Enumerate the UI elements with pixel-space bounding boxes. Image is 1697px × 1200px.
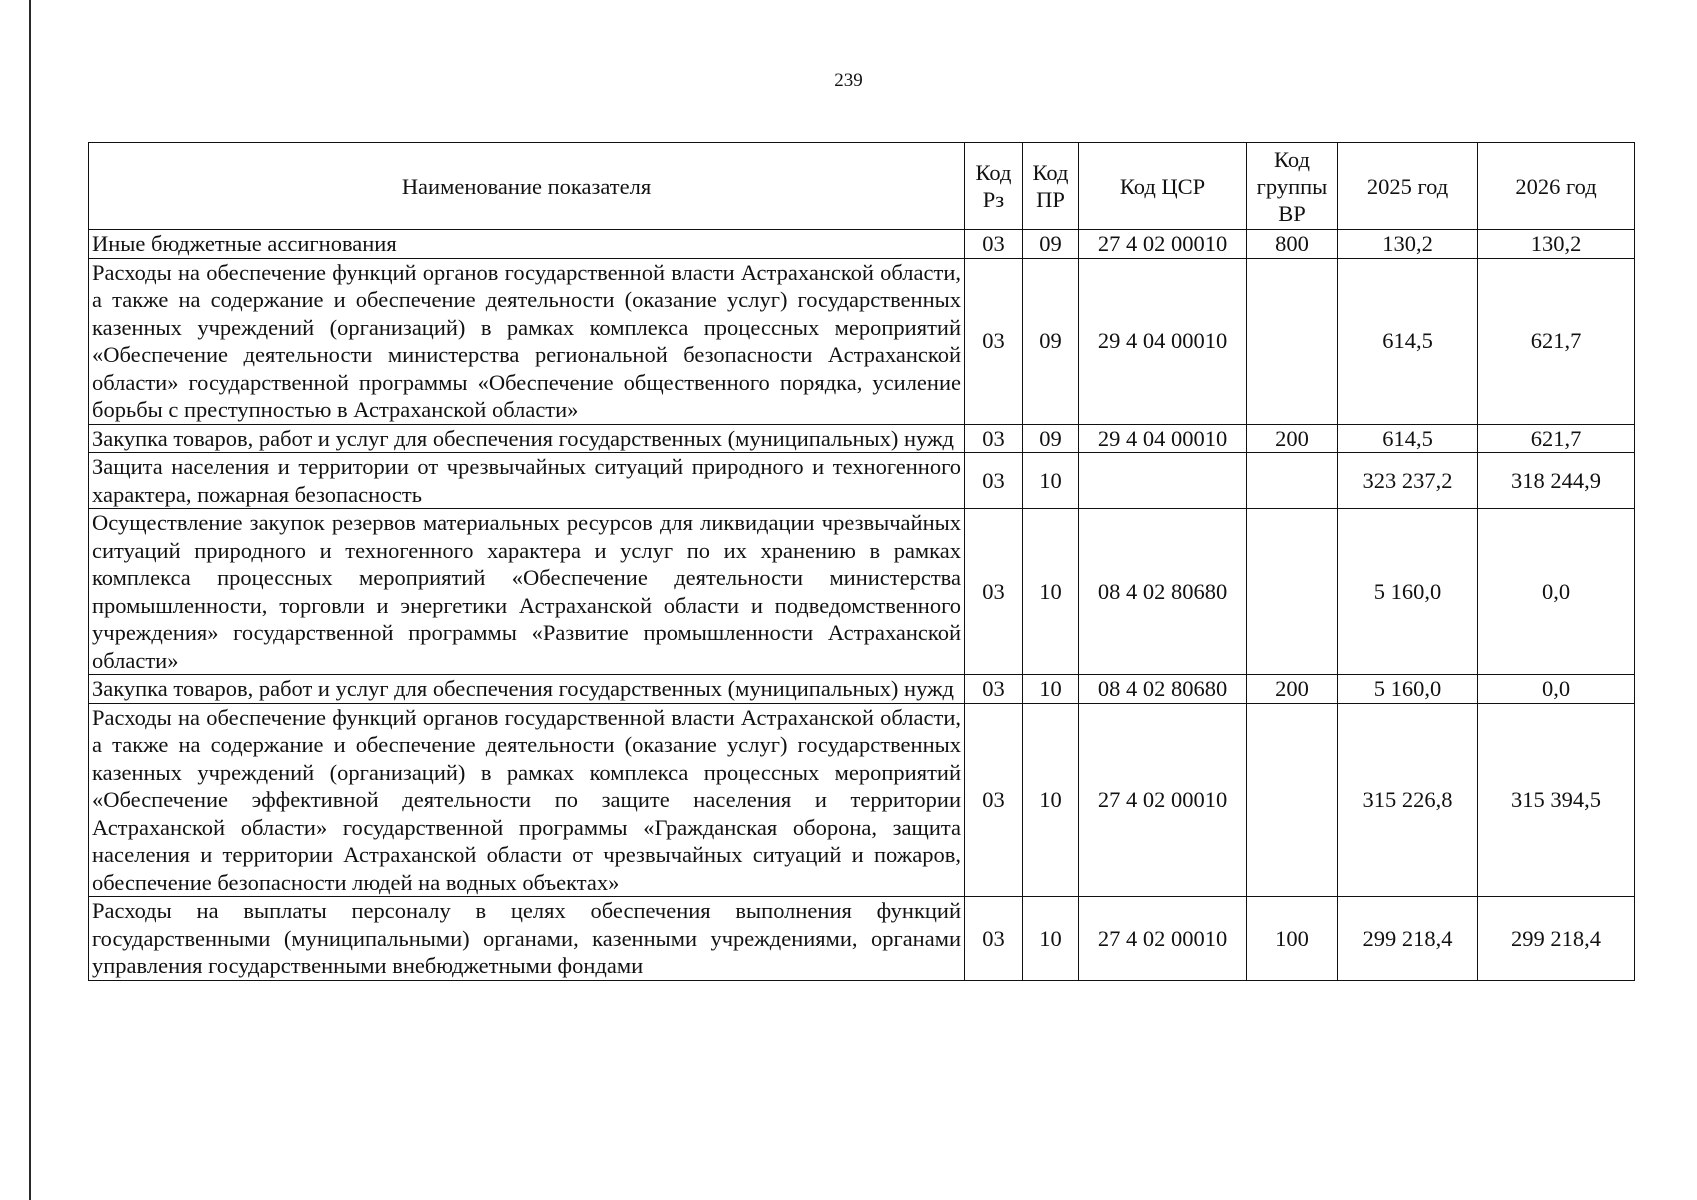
table-row bbox=[89, 453, 1635, 509]
row-name: Осуществление закупок резервов материальных ресурсов для ликвидации чрезвычайных ситуаций природного и техногенного характера и услуг по их хранению в рамках комплекса процессных мероприятий «Обеспечение деятельности министерства промышленности, торговли и энергетики Астраханской области и подведомственного учреждения» государственной программы «Развитие промышленности Астраханской области» bbox=[89, 509, 965, 675]
page-number: 239 bbox=[834, 70, 863, 91]
row-rz: 03 bbox=[965, 453, 1023, 509]
row-vr: 200 bbox=[1247, 424, 1338, 453]
table-row bbox=[89, 675, 1635, 704]
row-pr: 09 bbox=[1023, 258, 1079, 424]
row-rz: 03 bbox=[965, 258, 1023, 424]
header-csr: Код ЦСР bbox=[1079, 143, 1247, 230]
row-vr: 800 bbox=[1247, 230, 1338, 259]
row-name: Закупка товаров, работ и услуг для обеспечения государственных (муниципальных) нужд bbox=[89, 675, 965, 704]
row-2025: 614,5 bbox=[1338, 424, 1478, 453]
row-2026: 621,7 bbox=[1478, 424, 1635, 453]
header-rz: Код Рз bbox=[965, 143, 1023, 230]
row-csr: 27 4 02 00010 bbox=[1079, 230, 1247, 259]
header-vr: Код группы ВР bbox=[1247, 143, 1338, 230]
header-name: Наименование показателя bbox=[89, 143, 965, 230]
row-2025: 5 160,0 bbox=[1338, 509, 1478, 675]
row-rz: 03 bbox=[965, 703, 1023, 897]
row-name: Расходы на обеспечение функций органов государственной власти Астраханской области, а также на содержание и обеспечение деятельности (оказание услуг) государственных казенных учреждений (организаций) в рамках комплекса процессных мероприятий «Обеспечение эффективной деятельности по защите населения и территории Астраханской области» государственной программы «Гражданская оборона, защита населения и территории Астраханской области от чрезвычайных ситуаций и пожаров, обеспечение безопасности людей на водных объектах» bbox=[89, 703, 965, 897]
table-row bbox=[89, 509, 1635, 675]
table-row bbox=[89, 258, 1635, 424]
row-2025: 315 226,8 bbox=[1338, 703, 1478, 897]
row-name: Закупка товаров, работ и услуг для обеспечения государственных (муниципальных) нужд bbox=[89, 424, 965, 453]
row-csr bbox=[1079, 453, 1247, 509]
row-pr: 10 bbox=[1023, 509, 1079, 675]
row-csr: 08 4 02 80680 bbox=[1079, 675, 1247, 704]
row-2025: 5 160,0 bbox=[1338, 675, 1478, 704]
row-csr: 27 4 02 00010 bbox=[1079, 703, 1247, 897]
row-vr bbox=[1247, 509, 1338, 675]
row-csr: 08 4 02 80680 bbox=[1079, 509, 1247, 675]
table-row bbox=[89, 424, 1635, 453]
header-2026: 2026 год bbox=[1478, 143, 1635, 230]
table-header-row bbox=[89, 143, 1635, 230]
row-csr: 27 4 02 00010 bbox=[1079, 897, 1247, 981]
row-vr: 100 bbox=[1247, 897, 1338, 981]
row-rz: 03 bbox=[965, 897, 1023, 981]
row-name: Расходы на обеспечение функций органов государственной власти Астраханской области, а также на содержание и обеспечение деятельности (оказание услуг) государственных казенных учреждений (организаций) в рамках комплекса процессных мероприятий «Обеспечение деятельности министерства региональной безопасности Астраханской области» государственной программы «Обеспечение общественного порядка, усиление борьбы с преступностью в Астраханской области» bbox=[89, 258, 965, 424]
row-2026: 299 218,4 bbox=[1478, 897, 1635, 981]
row-pr: 10 bbox=[1023, 897, 1079, 981]
row-2026: 318 244,9 bbox=[1478, 453, 1635, 509]
header-pr: Код ПР bbox=[1023, 143, 1079, 230]
table-row bbox=[89, 230, 1635, 259]
row-2025: 130,2 bbox=[1338, 230, 1478, 259]
row-rz: 03 bbox=[965, 675, 1023, 704]
row-name: Иные бюджетные ассигнования bbox=[89, 230, 965, 259]
row-2025: 299 218,4 bbox=[1338, 897, 1478, 981]
row-2026: 0,0 bbox=[1478, 675, 1635, 704]
left-margin-line bbox=[29, 0, 31, 1200]
row-rz: 03 bbox=[965, 424, 1023, 453]
row-2025: 323 237,2 bbox=[1338, 453, 1478, 509]
row-csr: 29 4 04 00010 bbox=[1079, 424, 1247, 453]
row-pr: 10 bbox=[1023, 675, 1079, 704]
row-2026: 130,2 bbox=[1478, 230, 1635, 259]
row-vr: 200 bbox=[1247, 675, 1338, 704]
row-pr: 09 bbox=[1023, 230, 1079, 259]
row-2026: 621,7 bbox=[1478, 258, 1635, 424]
table-row bbox=[89, 897, 1635, 981]
row-pr: 10 bbox=[1023, 453, 1079, 509]
row-vr bbox=[1247, 703, 1338, 897]
header-2025: 2025 год bbox=[1338, 143, 1478, 230]
row-name: Защита населения и территории от чрезвычайных ситуаций природного и техногенного характера, пожарная безопасность bbox=[89, 453, 965, 509]
row-rz: 03 bbox=[965, 230, 1023, 259]
row-vr bbox=[1247, 453, 1338, 509]
row-pr: 10 bbox=[1023, 703, 1079, 897]
row-2026: 315 394,5 bbox=[1478, 703, 1635, 897]
row-csr: 29 4 04 00010 bbox=[1079, 258, 1247, 424]
row-pr: 09 bbox=[1023, 424, 1079, 453]
row-name: Расходы на выплаты персоналу в целях обеспечения выполнения функций государственными (муниципальными) органами, казенными учреждениями, органами управления государственными внебюджетными фондами bbox=[89, 897, 965, 981]
table-row bbox=[89, 703, 1635, 897]
row-rz: 03 bbox=[965, 509, 1023, 675]
row-vr bbox=[1247, 258, 1338, 424]
budget-table bbox=[88, 142, 1635, 981]
row-2026: 0,0 bbox=[1478, 509, 1635, 675]
row-2025: 614,5 bbox=[1338, 258, 1478, 424]
